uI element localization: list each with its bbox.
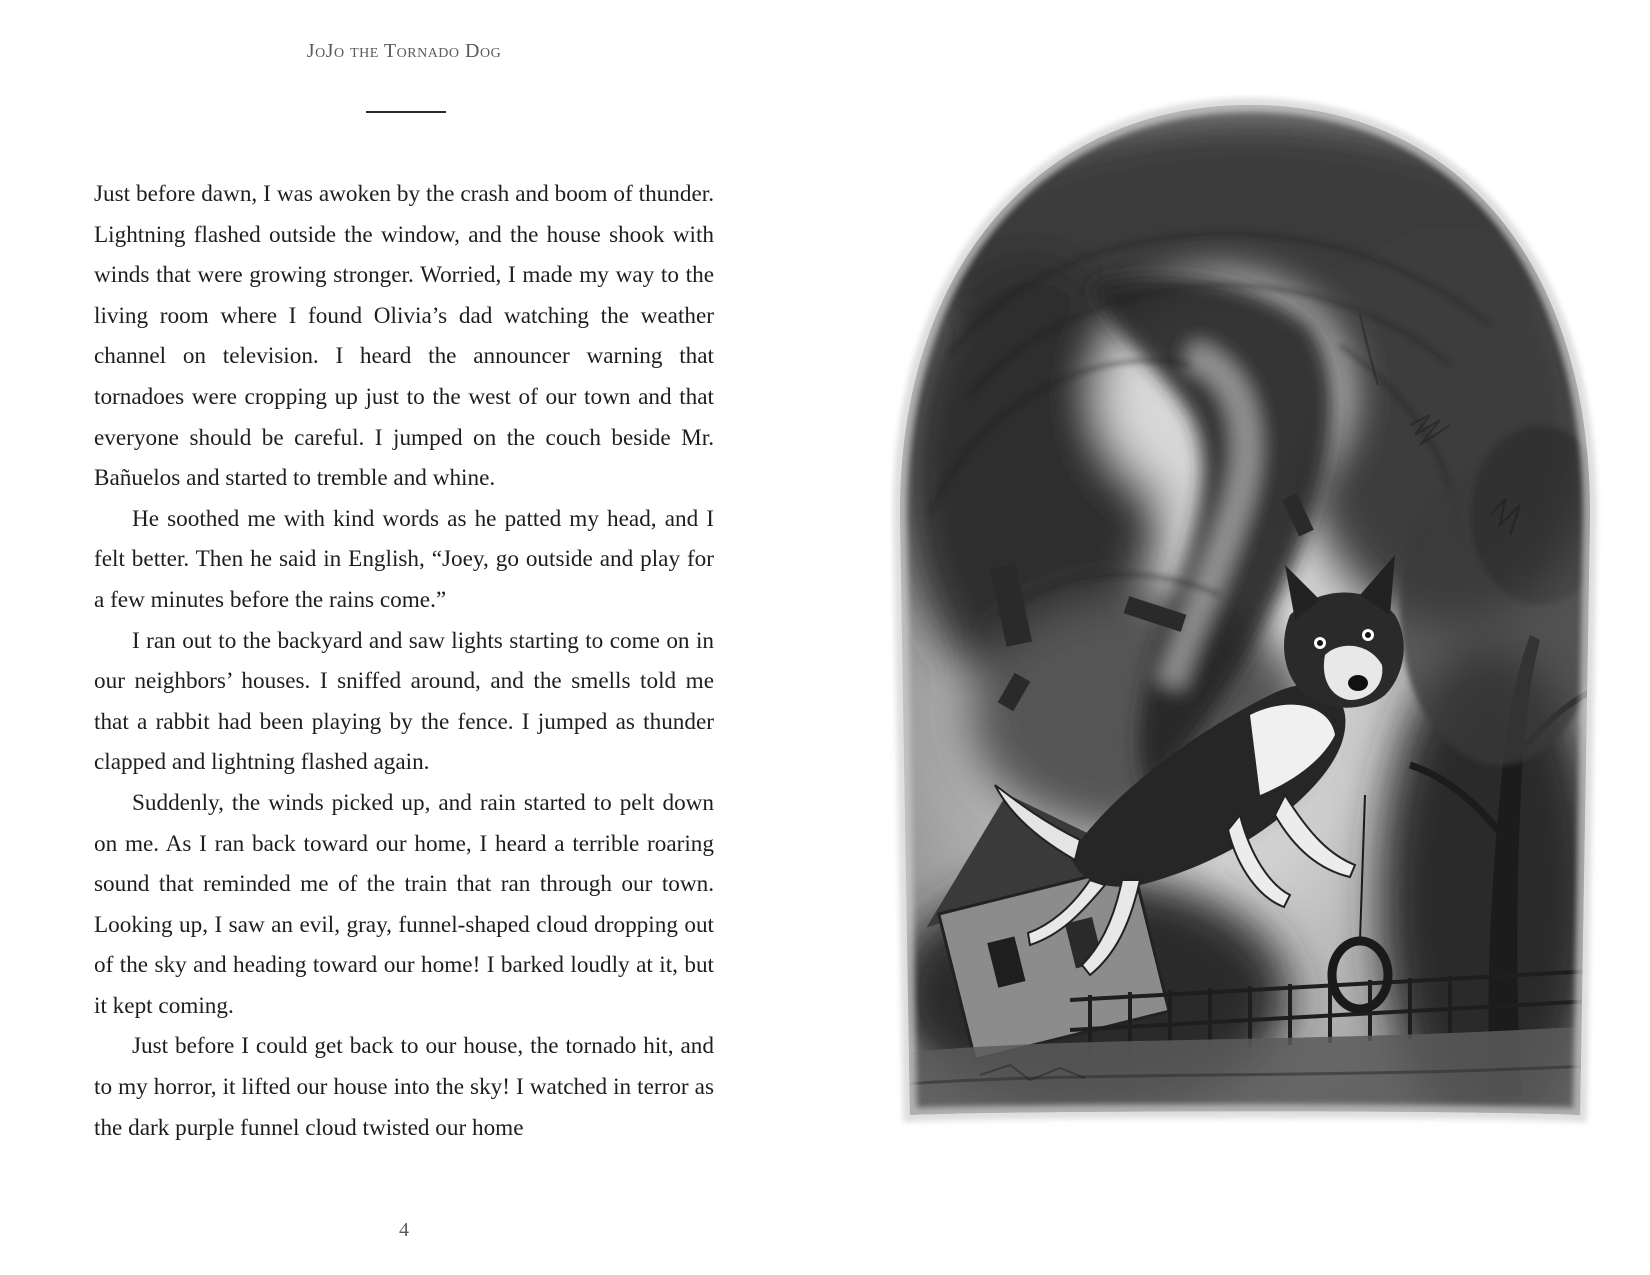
body-text: [94, 174, 714, 1148]
paragraph-4: Suddenly, the winds picked up, and rain started to pelt down on me. As I ran back toward our home, I heard a terrible roaring sound that reminded me of the train that ran through our town. Looking up, I saw an evil, gray, funnel-shaped cloud dropping out of the sky and heading toward our home! I barked loudly at it, but it kept coming.: [94, 789, 714, 1019]
page-number: 4: [399, 1219, 409, 1241]
running-head: JoJo the Tornado Dog: [306, 40, 502, 62]
paragraph-2: He soothed me with kind words as he patted my head, and I felt better. Then he said in English, “Joey, go outside and play for a few minutes before the rains come.”: [94, 505, 714, 613]
paragraph-5: Just before I could get back to our house, the tornado hit, and to my horror, it lifted our house into the sky! I watched in terror as the dark purple funnel cloud twisted our home: [94, 1033, 714, 1141]
header-rule: [366, 111, 446, 113]
left-page: [0, 0, 820, 1275]
tornado-dog-illustration: [890, 95, 1610, 1185]
paragraph-1: Just before dawn, I was awoken by the crash and boom of thunder. Lightning flashed outside the window, and the house shook with winds that were growing stronger. Worried, I made my way to the living room where I found Olivia’s dad watching the weather channel on television. I heard the announcer warning that tornadoes were cropping up just to the west of our town and that everyone should be careful. I jumped on the couch beside Mr. Bañuelos and started to tremble and whine.: [94, 181, 714, 492]
paragraph-3: I ran out to the backyard and saw lights starting to come on in our neighbors’ houses. I sniffed around, and the smells told me that a rabbit had been playing by the fence. I jumped as thunder clapped and lightning flashed again.: [94, 627, 714, 776]
